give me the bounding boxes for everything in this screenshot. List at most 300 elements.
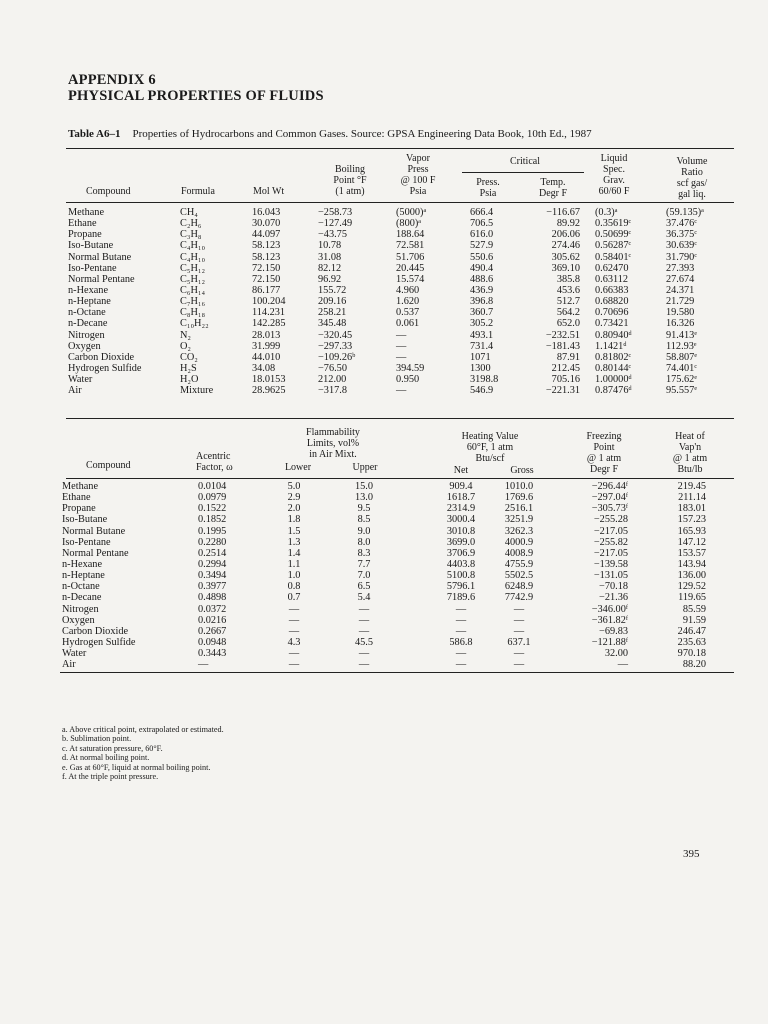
- table2-cell: Ethane: [62, 492, 91, 504]
- table1-cell: 0.73421: [595, 318, 629, 330]
- table2-cell: 909.4: [449, 481, 473, 492]
- table1-cell: 345.48: [318, 318, 347, 330]
- table1-cell: 16.326: [666, 318, 695, 330]
- table2-cell: 9.5: [357, 503, 371, 515]
- table1-header-boiling: Boiling Point °F (1 atm): [333, 164, 367, 197]
- table1-cell: Water: [68, 374, 93, 386]
- table2-cell: 15.0: [354, 481, 374, 492]
- table2-cell: 246.47: [677, 625, 706, 637]
- table2-cell: n-Octane: [62, 581, 100, 593]
- table1-cell: 86.177: [252, 284, 281, 296]
- table2-cell: —: [455, 625, 467, 637]
- table1-header-mol-wt: Mol Wt: [253, 186, 285, 197]
- table1-cell: 385.8: [556, 273, 580, 285]
- table1-cell: (800)ᵃ: [396, 218, 422, 230]
- table1-cell: 0.80940ᵈ: [595, 329, 632, 341]
- table2-header-acentric: Acentric Factor, ω: [196, 451, 233, 473]
- table2-header-rule: [66, 478, 734, 479]
- table2-cell: 0.2280: [198, 536, 227, 548]
- table2-cell: —: [513, 625, 525, 637]
- table1-cell: 666.4: [470, 207, 494, 218]
- appendix-title: PHYSICAL PROPERTIES OF FLUIDS: [68, 88, 324, 104]
- table1-cell: CO₂: [180, 351, 198, 363]
- table2-cell: —: [455, 648, 467, 660]
- table2-gross-column: [494, 481, 544, 670]
- table1-cell: 30.070: [252, 218, 281, 230]
- table2-cell: —: [288, 648, 300, 660]
- table1-critical-rule: [462, 172, 584, 173]
- appendix-number: APPENDIX 6: [68, 72, 156, 88]
- table1-crit-press-column: [470, 207, 498, 396]
- table2-cell: 211.14: [678, 492, 706, 504]
- table1-cell: −320.45: [318, 329, 353, 341]
- table1-cell: 0.35619ᶜ: [595, 218, 632, 230]
- table1-cell: 212.45: [551, 362, 580, 374]
- table1-top-rule: [66, 148, 734, 149]
- table1-cell: 18.0153: [252, 374, 286, 386]
- table1-cell: 30.639ᶜ: [666, 240, 697, 252]
- table2-cell: 7189.6: [446, 592, 476, 604]
- table2-cell: 129.52: [677, 581, 706, 593]
- table2-cell: 0.8: [287, 581, 301, 593]
- table2-header-freezing: Freezing Point @ 1 atm Degr F: [586, 431, 622, 475]
- table2-cell: 637.1: [507, 636, 531, 648]
- footnotes: [62, 725, 224, 781]
- table1-cell: Propane: [68, 229, 102, 241]
- table2-freezing-column: [566, 481, 628, 670]
- table2-cell: 4000.9: [504, 536, 534, 548]
- table2-cell: Methane: [62, 481, 99, 492]
- table2-cell: 0.2667: [198, 625, 227, 637]
- table1-cell: 546.9: [470, 385, 494, 397]
- table2-cell: n-Heptane: [62, 570, 105, 582]
- table2-cell: 3699.0: [446, 536, 476, 548]
- table1-cell: 72.150: [252, 273, 281, 285]
- table1-cell: 1.1421ᵈ: [595, 340, 627, 352]
- table2-cell: 85.59: [682, 603, 706, 615]
- table1-formula-column: [180, 207, 213, 396]
- table1-cell: (0.3)ᵃ: [595, 207, 618, 218]
- table2-cell: —: [358, 614, 370, 626]
- table2-cell: 1.0: [287, 570, 301, 582]
- table1-cell: −181.43: [545, 340, 580, 352]
- table2-cell: Air: [62, 659, 76, 671]
- table1-cell: 305.62: [551, 251, 580, 263]
- table2-cell: 183.01: [677, 503, 706, 515]
- table1-cell: —: [396, 329, 407, 341]
- table1-header-vapor: Vapor Press @ 100 F Psia: [400, 153, 436, 197]
- table2-cell: 0.2514: [198, 547, 227, 559]
- table1-cell: 305.2: [470, 318, 494, 330]
- table2-bottom-rule: [60, 672, 734, 673]
- table2-cell: 0.7: [287, 592, 301, 604]
- table1-cell: Methane: [68, 207, 105, 218]
- table2-cell: 45.5: [354, 636, 374, 648]
- table1-cell: n-Decane: [68, 318, 108, 330]
- table-caption-text: Properties of Hydrocarbons and Common Gases. Source: GPSA Engineering Data Book, 10th Ed., 1987: [132, 128, 592, 140]
- table1-cell: C₆H₁₄: [180, 284, 206, 296]
- table1-cell: 37.476ᶜ: [666, 218, 697, 230]
- table2-cell: 165.93: [677, 525, 706, 537]
- table1-boiling-column: [318, 207, 355, 396]
- table1-compound-column: [68, 207, 142, 396]
- table1-cell: −43.75: [318, 229, 347, 241]
- table1-cell: 28.013: [252, 329, 281, 341]
- table2-cell: Carbon Dioxide: [62, 625, 129, 637]
- table1-cell: 527.9: [470, 240, 494, 252]
- table1-cell: 731.4: [470, 340, 494, 352]
- table2-cell: —: [617, 659, 628, 671]
- table2-cell: −139.58: [593, 558, 628, 570]
- footnote: b. Sublimation point.: [62, 734, 132, 744]
- table1-cell: Hydrogen Sulfide: [68, 362, 142, 374]
- table2-cell: 7.7: [357, 558, 371, 570]
- appendix-heading: [68, 72, 324, 104]
- table1-header-compound: Compound: [86, 186, 131, 197]
- table1-cell: C₈H₁₈: [180, 307, 206, 319]
- table1-cell: 705.16: [551, 374, 580, 386]
- table2-cell: 6.5: [357, 581, 371, 593]
- table1-cell: 4.960: [396, 284, 420, 296]
- table1-cell: C₂H₆: [180, 218, 202, 230]
- table2-cell: 219.45: [677, 481, 706, 492]
- table1-cell: Normal Butane: [68, 251, 132, 263]
- table1-cell: 490.4: [470, 262, 494, 274]
- table1-cell: 91.413ᵉ: [666, 329, 697, 341]
- table1-cell: 0.50699ᶜ: [595, 229, 632, 241]
- table1-cell: 396.8: [470, 296, 494, 308]
- table1-cell: 206.06: [551, 229, 580, 241]
- table1-cell: 16.043: [252, 207, 281, 218]
- table1-cell: n-Heptane: [68, 296, 111, 308]
- table1-cell: 31.999: [252, 340, 281, 352]
- table2-cell: 32.00: [604, 648, 628, 660]
- table1-cell: (5000)ᵃ: [396, 207, 427, 218]
- table1-header-formula: Formula: [181, 186, 215, 197]
- table1-cell: −258.73: [318, 207, 353, 218]
- table1-cell: 258.21: [318, 307, 347, 319]
- table2-net-column: [436, 481, 486, 670]
- table1-cell: 0.950: [396, 374, 420, 386]
- table2-cell: 0.0948: [198, 636, 227, 648]
- table2-cell: 153.57: [677, 547, 706, 559]
- table1-volume-ratio-column: [666, 207, 704, 396]
- table1-header-volume: Volume Ratio scf gas/ gal liq.: [676, 156, 708, 200]
- table2-cell: Iso-Pentane: [62, 536, 111, 548]
- table2-cell: 5.4: [357, 592, 371, 604]
- footnote: a. Above critical point, extrapolated or estimated.: [62, 725, 224, 734]
- table1-cell: 0.62470: [595, 262, 629, 274]
- table2-acentric-column: [198, 481, 226, 670]
- table1-cell: 0.87476ᵈ: [595, 385, 632, 397]
- table1-cell: 209.16: [318, 296, 347, 308]
- table1-cell: 512.7: [556, 296, 580, 308]
- table2-cell: —: [455, 614, 467, 626]
- table2-cell: 91.59: [682, 614, 706, 626]
- table1-cell: 36.375ᶜ: [666, 229, 697, 241]
- table1-cell: 95.557ᵉ: [666, 385, 697, 397]
- table2-header-gross: Gross: [510, 465, 534, 476]
- table2-cell: —: [358, 659, 370, 671]
- table2-cell: −255.28: [593, 514, 628, 526]
- table2-cell: 4.3: [287, 636, 301, 648]
- table2-cell: 0.3443: [198, 648, 227, 660]
- table2-cell: 1.4: [287, 547, 301, 559]
- table2-cell: —: [198, 659, 209, 671]
- table1-cell: 72.150: [252, 262, 281, 274]
- footnote: e. Gas at 60°F, liquid at normal boiling point.: [62, 762, 211, 772]
- table1-cell: 1071: [470, 351, 491, 363]
- table1-cell: 564.2: [556, 307, 580, 319]
- table1-cell: 436.9: [470, 284, 494, 296]
- table1-cell: 142.285: [252, 318, 286, 330]
- table1-cell: 0.66383: [595, 284, 629, 296]
- table2-header-heating: Heating Value 60°F, 1 atm Btu/scf: [461, 431, 519, 464]
- table2-cell: Propane: [62, 503, 96, 515]
- table2-cell: −217.05: [593, 525, 628, 537]
- table1-cell: 212.00: [318, 374, 347, 386]
- table2-cell: —: [455, 603, 467, 615]
- table2-cell: 8.5: [357, 514, 371, 526]
- table1-header-rule: [66, 202, 734, 203]
- table2-cell: —: [358, 648, 370, 660]
- table2-cell: —: [455, 659, 467, 671]
- table1-cell: 20.445: [396, 262, 425, 274]
- table1-cell: 74.401ᶜ: [666, 362, 697, 374]
- table1-header-critical: Critical: [510, 156, 540, 167]
- table2-cell: −69.83: [599, 625, 628, 637]
- table1-cell: Ethane: [68, 218, 97, 230]
- footnote: c. At saturation pressure, 60°F.: [62, 743, 163, 753]
- table2-cell: —: [288, 614, 300, 626]
- table2-cell: 2.9: [287, 492, 301, 504]
- table2-cell: 2516.1: [504, 503, 534, 515]
- table1-cell: C₇H₁₆: [180, 296, 206, 308]
- table1-cell: 0.68820: [595, 296, 629, 308]
- table1-cell: Carbon Dioxide: [68, 351, 135, 363]
- table-caption: [68, 128, 728, 140]
- table1-cell: 0.56287ᶜ: [595, 240, 632, 252]
- table2-compound-column: [62, 481, 136, 670]
- table2-cell: 1010.0: [504, 481, 534, 492]
- table2-cell: 7742.9: [504, 592, 534, 604]
- table2-cell: 5.0: [287, 481, 301, 492]
- table1-cell: 44.010: [252, 351, 281, 363]
- table2-cell: 3000.4: [446, 514, 476, 526]
- table2-cell: −121.88ᶠ: [591, 636, 628, 648]
- table2-header-lower: Lower: [284, 462, 312, 473]
- table1-cell: 616.0: [470, 229, 494, 241]
- table1-cell: 96.92: [318, 273, 342, 285]
- table2-cell: 143.94: [677, 558, 706, 570]
- table2-cell: Hydrogen Sulfide: [62, 636, 136, 648]
- table1-cell: 369.10: [551, 262, 580, 274]
- table1-mol-wt-column: [252, 207, 285, 396]
- table1-cell: 1.620: [396, 296, 420, 308]
- table2-cell: 1.3: [287, 536, 301, 548]
- table1-cell: 58.123: [252, 251, 281, 263]
- table1-cell: 24.371: [666, 284, 695, 296]
- table1-cell: −317.8: [318, 385, 347, 397]
- table2-cell: 6248.9: [504, 581, 534, 593]
- table2-cell: −305.73ᶠ: [591, 503, 628, 515]
- table2-cell: 0.0372: [198, 603, 227, 615]
- table2-cell: 3251.9: [504, 514, 534, 526]
- table1-cell: 175.62ᵉ: [666, 374, 697, 386]
- table-caption-label: Table A6–1: [68, 128, 121, 140]
- table2-cell: 0.4898: [198, 592, 227, 604]
- table2-cell: 4008.9: [504, 547, 534, 559]
- table1-cell: 27.393: [666, 262, 695, 274]
- table2-cell: 5502.5: [504, 570, 534, 582]
- table1-cell: −232.51: [545, 329, 580, 341]
- table1-cell: 89.92: [556, 218, 580, 230]
- table1-cell: 1300: [470, 362, 491, 374]
- table2-cell: 8.0: [357, 536, 371, 548]
- table1-cell: 155.72: [318, 284, 347, 296]
- table2-cell: 3706.9: [446, 547, 476, 559]
- table1-cell: C₄H₁₀: [180, 240, 206, 252]
- table2-cell: n-Decane: [62, 592, 102, 604]
- table2-cell: −131.05: [593, 570, 628, 582]
- table2-cell: −70.18: [599, 581, 628, 593]
- table1-cell: 19.580: [666, 307, 695, 319]
- table1-cell: 15.574: [396, 273, 425, 285]
- table1-cell: N₂: [180, 329, 192, 341]
- table1-cell: Air: [68, 385, 82, 397]
- table2-cell: Water: [62, 648, 87, 660]
- table2-cell: 0.0216: [198, 614, 227, 626]
- table2-header-upper: Upper: [352, 462, 378, 473]
- table2-cell: 7.0: [357, 570, 371, 582]
- table2-header-net: Net: [453, 465, 469, 476]
- table1-cell: 0.061: [396, 318, 420, 330]
- table2-cell: 88.20: [682, 659, 706, 671]
- table1-cell: 58.807ᵉ: [666, 351, 697, 363]
- table1-cell: 488.6: [470, 273, 494, 285]
- table2-cell: 235.63: [677, 636, 706, 648]
- table2-cell: 1.5: [287, 525, 301, 537]
- table1-cell: C₃H₈: [180, 229, 202, 241]
- table1-cell: 82.12: [318, 262, 342, 274]
- table2-cell: 119.65: [678, 592, 706, 604]
- table1-cell: n-Octane: [68, 307, 106, 319]
- table2-cell: −297.04ᶠ: [591, 492, 628, 504]
- table1-cell: 51.706: [396, 251, 425, 263]
- table2-cell: 136.00: [677, 570, 706, 582]
- table1-cell: (59.135)ᵃ: [666, 207, 704, 218]
- table2-cell: Iso-Butane: [62, 514, 108, 526]
- table1-cell: 0.81802ᶜ: [595, 351, 632, 363]
- table2-cell: 1.1: [287, 558, 301, 570]
- table1-cell: 652.0: [556, 318, 580, 330]
- table1-cell: C₅H₁₂: [180, 262, 206, 274]
- table1-cell: 188.64: [396, 229, 425, 241]
- table2-cell: 586.8: [449, 636, 473, 648]
- table2-cell: 3262.3: [504, 525, 534, 537]
- table1-cell: −116.67: [546, 207, 580, 218]
- table1-cell: 0.80144ᶜ: [595, 362, 632, 374]
- table1-cell: 87.91: [556, 351, 580, 363]
- table2-cell: 0.1522: [198, 503, 227, 515]
- table2-header-heat-vap: Heat of Vap'n @ 1 atm Btu/lb: [672, 431, 708, 475]
- table2-cell: —: [358, 603, 370, 615]
- table1-header-temp: Temp. Degr F: [538, 177, 568, 199]
- table1-cell: H₂S: [180, 362, 197, 374]
- footnote: d. At normal boiling point.: [62, 753, 150, 763]
- table1-cell: 394.59: [396, 362, 425, 374]
- table2-cell: Nitrogen: [62, 603, 99, 615]
- table2-cell: 0.1995: [198, 525, 227, 537]
- table2-cell: —: [288, 625, 300, 637]
- table1-cell: 28.9625: [252, 385, 286, 397]
- table2-cell: −346.00ᶠ: [591, 603, 628, 615]
- table1-cell: Iso-Butane: [68, 240, 114, 252]
- table1-cell: 31.08: [318, 251, 342, 263]
- table2-cell: −255.82: [593, 536, 628, 548]
- table2-upper-column: [342, 481, 386, 670]
- table1-cell: −109.26ᵇ: [318, 351, 356, 363]
- table2-cell: —: [358, 625, 370, 637]
- table1-cell: 706.5: [470, 218, 494, 230]
- table2-cell: −296.44ᶠ: [591, 481, 628, 492]
- table1-cell: −221.31: [545, 385, 580, 397]
- table1-cell: 27.674: [666, 273, 695, 285]
- page-number: 395: [683, 848, 700, 860]
- table2-cell: 4403.8: [446, 558, 476, 570]
- table1-cell: 44.097: [252, 229, 281, 241]
- table1-cell: 21.729: [666, 296, 695, 308]
- footnote: f. At the triple point pressure.: [62, 772, 159, 782]
- table2-cell: 5100.8: [446, 570, 476, 582]
- table1-header-press: Press. Psia: [476, 177, 500, 199]
- table1-cell: 274.46: [551, 240, 580, 252]
- table1-cell: —: [396, 351, 407, 363]
- table1-cell: 31.790ᶜ: [666, 251, 697, 263]
- table1-cell: −127.49: [318, 218, 353, 230]
- table2-cell: Normal Butane: [62, 525, 126, 537]
- table2-cell: —: [288, 659, 300, 671]
- table1-vapor-column: [396, 207, 426, 396]
- table1-cell: 0.58401ᶜ: [595, 251, 632, 263]
- table2-cell: −21.36: [599, 592, 628, 604]
- table1-cell: Iso-Pentane: [68, 262, 117, 274]
- table1-cell: 493.1: [470, 329, 494, 341]
- table1-cell: 1.00000ᵈ: [595, 374, 632, 386]
- table1-cell: 360.7: [470, 307, 494, 319]
- table1-cell: 0.63112: [595, 273, 629, 285]
- table2-cell: 0.3977: [198, 581, 227, 593]
- table1-cell: C₄H₁₀: [180, 251, 206, 263]
- table1-cell: CH₄: [180, 207, 198, 218]
- table2-cell: 1769.6: [504, 492, 534, 504]
- table1-cell: Nitrogen: [68, 329, 105, 341]
- table2-cell: 0.2994: [198, 558, 227, 570]
- table1-crit-temp-column: [515, 207, 580, 396]
- table2-cell: 2314.9: [446, 503, 476, 515]
- table1-cell: 3198.8: [470, 374, 499, 386]
- table2-cell: 0.1852: [198, 514, 227, 526]
- table2-cell: 2.0: [287, 503, 301, 515]
- table2-cell: 8.3: [357, 547, 371, 559]
- table1-cell: O₂: [180, 340, 192, 352]
- table2-cell: 4755.9: [504, 558, 534, 570]
- table2-cell: —: [513, 659, 525, 671]
- table2-cell: Oxygen: [62, 614, 95, 626]
- table2-cell: 9.0: [357, 525, 371, 537]
- table2-header-compound: Compound: [86, 460, 131, 471]
- table2-cell: 970.18: [677, 648, 706, 660]
